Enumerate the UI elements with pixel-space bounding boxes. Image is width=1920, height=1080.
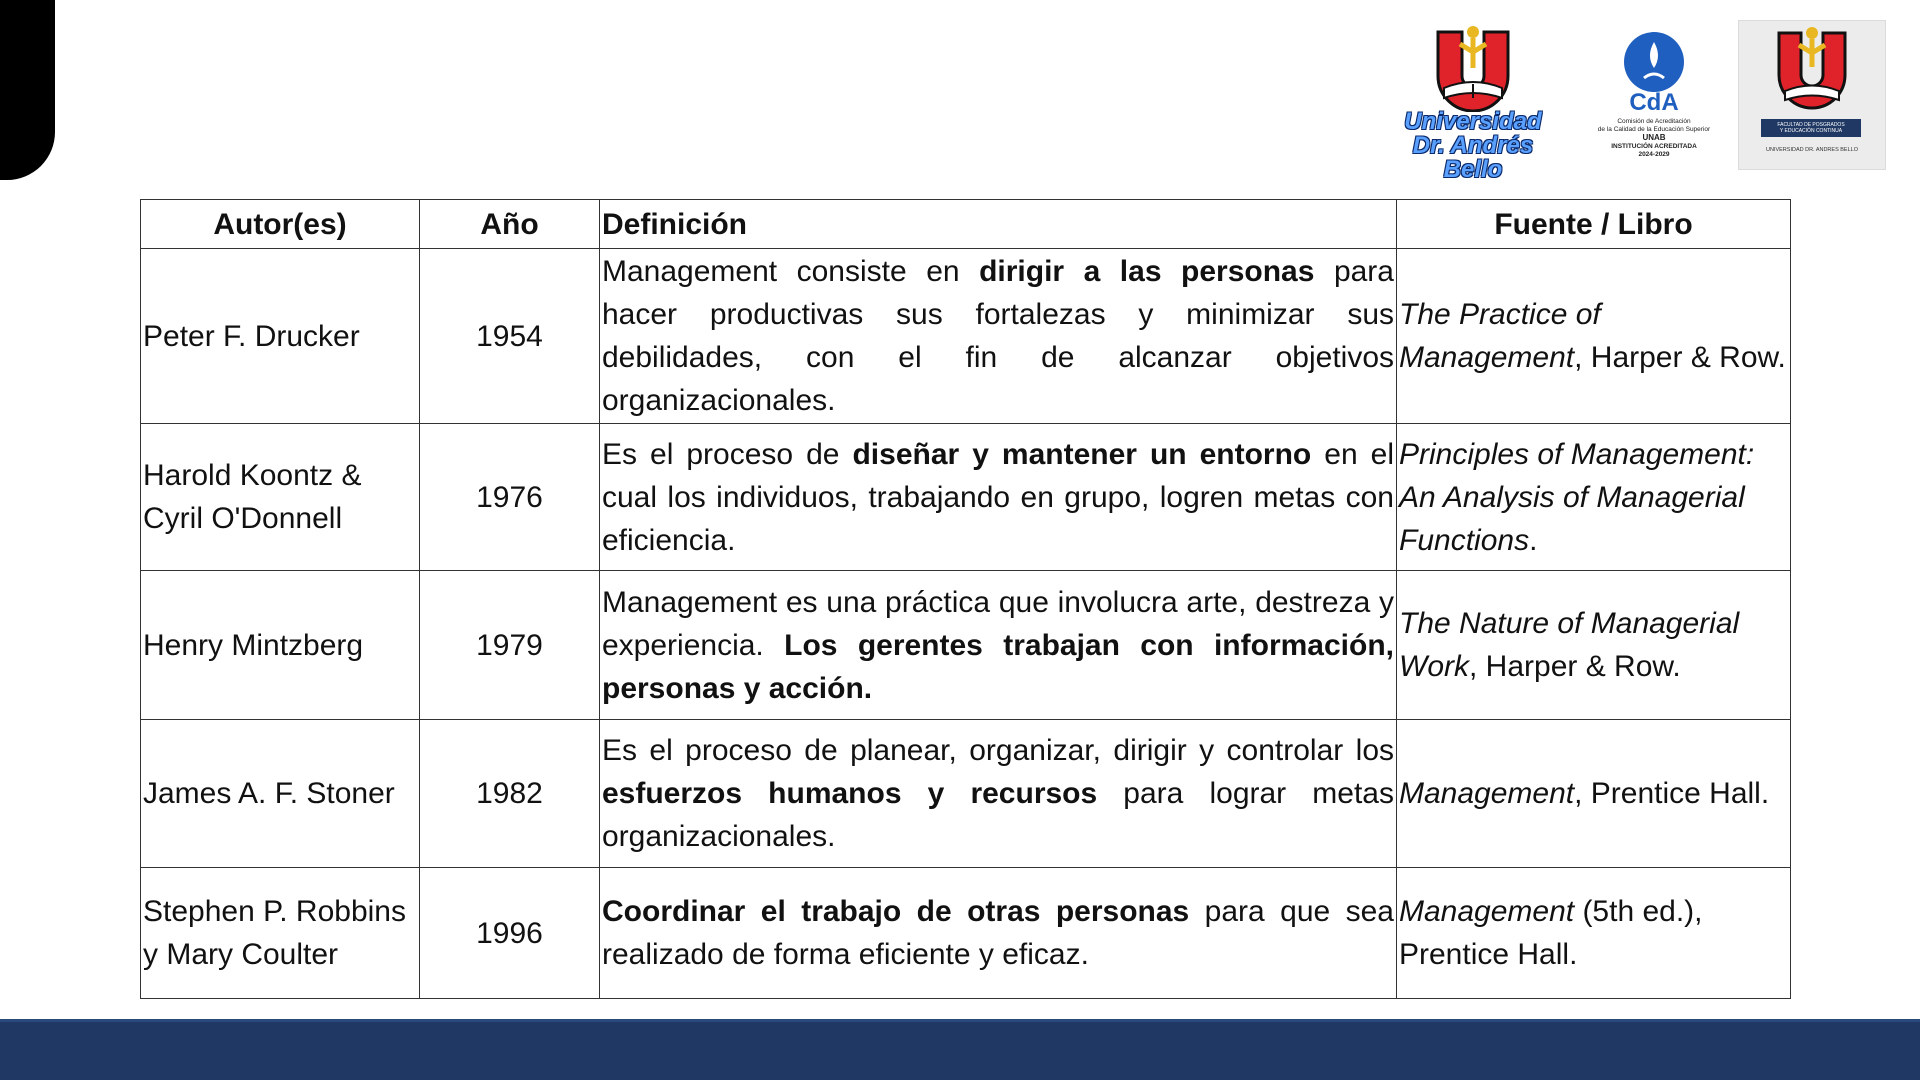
cda-emblem-icon: [1594, 28, 1714, 114]
header-source: Fuente / Libro: [1397, 200, 1791, 249]
cda-caption-5: 2024-2029: [1638, 151, 1670, 158]
definition-emphasis: diseñar y mantener un entorno: [852, 437, 1312, 471]
unab-emblem-icon: [1382, 22, 1564, 112]
definition-cell: [600, 868, 1397, 999]
source-publisher: .: [1529, 523, 1538, 557]
year-cell: 1982: [420, 720, 600, 868]
cda-accreditation-logo: [1594, 28, 1714, 162]
definition-text: Es el proceso de: [602, 437, 853, 471]
source-cell: [1397, 424, 1791, 571]
definition-text: en el cual los individuos, trabajando en grupo, logren metas con eficiencia.: [602, 437, 1394, 557]
source-title: Management: [1399, 895, 1575, 928]
faculty-label-line2: Y EDUCACIÓN CONTINUA: [1779, 128, 1843, 134]
cda-caption-3: UNAB: [1642, 133, 1666, 142]
faculty-emblem-icon: [1739, 21, 1885, 117]
author-cell: Harold Koontz & Cyril O'Donnell: [141, 424, 420, 571]
definition-text: para que sea realizado de forma eficiente y eficaz.: [602, 895, 1394, 971]
source-title: The Practice of Management: [1399, 298, 1601, 374]
definition-text: Management consiste en: [602, 255, 980, 288]
year-cell: 1979: [420, 571, 600, 720]
corner-decoration: [0, 0, 55, 180]
university-name-line1: Universidad: [1404, 108, 1542, 135]
header-year: Año: [420, 200, 600, 249]
definition-cell: [600, 424, 1397, 571]
table-row: [141, 571, 1791, 720]
definition-cell: [600, 571, 1397, 720]
author-cell: Henry Mintzberg: [141, 571, 420, 720]
cda-caption-2: de la Calidad de la Educación Superior: [1597, 126, 1711, 133]
source-title: Principles of Management: An Analysis of Managerial Functions: [1399, 437, 1755, 557]
table-row: [141, 868, 1791, 999]
definition-emphasis: Los gerentes trabajan con información, personas y acción.: [602, 628, 1394, 705]
definition-cell: [600, 720, 1397, 868]
faculty-label: [1761, 119, 1861, 137]
header-authors: Autor(es): [141, 200, 420, 249]
faculty-logo: [1738, 20, 1886, 170]
definition-emphasis: dirigir a las personas: [979, 255, 1315, 288]
cda-caption-1: Comisión de Acreditación: [1617, 118, 1691, 125]
faculty-university-name: UNIVERSIDAD DR. ANDRES BELLO: [1766, 147, 1858, 153]
unab-logo: [1382, 22, 1564, 183]
definition-emphasis: esfuerzos humanos y recursos: [602, 777, 1098, 810]
definition-emphasis: Coordinar el trabajo de otras personas: [602, 895, 1190, 928]
footer-bar: [0, 1019, 1920, 1080]
source-cell: [1397, 868, 1791, 999]
author-cell: James A. F. Stoner: [141, 720, 420, 868]
source-publisher: , Harper & Row.: [1469, 650, 1681, 683]
university-name-line2: Dr. Andrés Bello: [1412, 132, 1534, 183]
source-title: The Nature of Managerial Work: [1399, 607, 1740, 683]
definition-text: para lograr metas organizacionales.: [602, 777, 1394, 853]
definition-text: para hacer productivas sus fortalezas y minimizar sus debilidades, con el fin de alcanzar objetivos organizacionales.: [602, 255, 1394, 417]
source-publisher: , Harper & Row.: [1574, 341, 1786, 374]
definition-text: Es el proceso de planear, organizar, dirigir y controlar los: [602, 734, 1394, 767]
source-cell: [1397, 249, 1791, 424]
header-definition: Definición: [600, 200, 1397, 249]
source-publisher: , Prentice Hall.: [1574, 777, 1770, 810]
table-row: [141, 424, 1791, 571]
management-definitions-table: [140, 199, 1791, 999]
definition-cell: [600, 249, 1397, 424]
year-cell: 1996: [420, 868, 600, 999]
table-row: [141, 720, 1791, 868]
cda-acronym: CdA: [1629, 89, 1679, 114]
definition-text: Management es una práctica que involucra arte, destreza y experiencia.: [602, 585, 1394, 662]
year-cell: 1954: [420, 249, 600, 424]
cda-caption-4: INSTITUCIÓN ACREDITADA: [1611, 143, 1697, 150]
author-cell: Peter F. Drucker: [141, 249, 420, 424]
year-cell: 1976: [420, 424, 600, 571]
table-header-row: [141, 200, 1791, 249]
source-publisher: (5th ed.), Prentice Hall.: [1399, 895, 1703, 971]
table-row: [141, 249, 1791, 424]
author-cell: Stephen P. Robbins y Mary Coulter: [141, 868, 420, 999]
source-title: Management: [1399, 777, 1575, 810]
faculty-label-line1: FACULTAD DE POSGRADOS: [1777, 122, 1845, 128]
source-cell: [1397, 571, 1791, 720]
source-cell: [1397, 720, 1791, 868]
